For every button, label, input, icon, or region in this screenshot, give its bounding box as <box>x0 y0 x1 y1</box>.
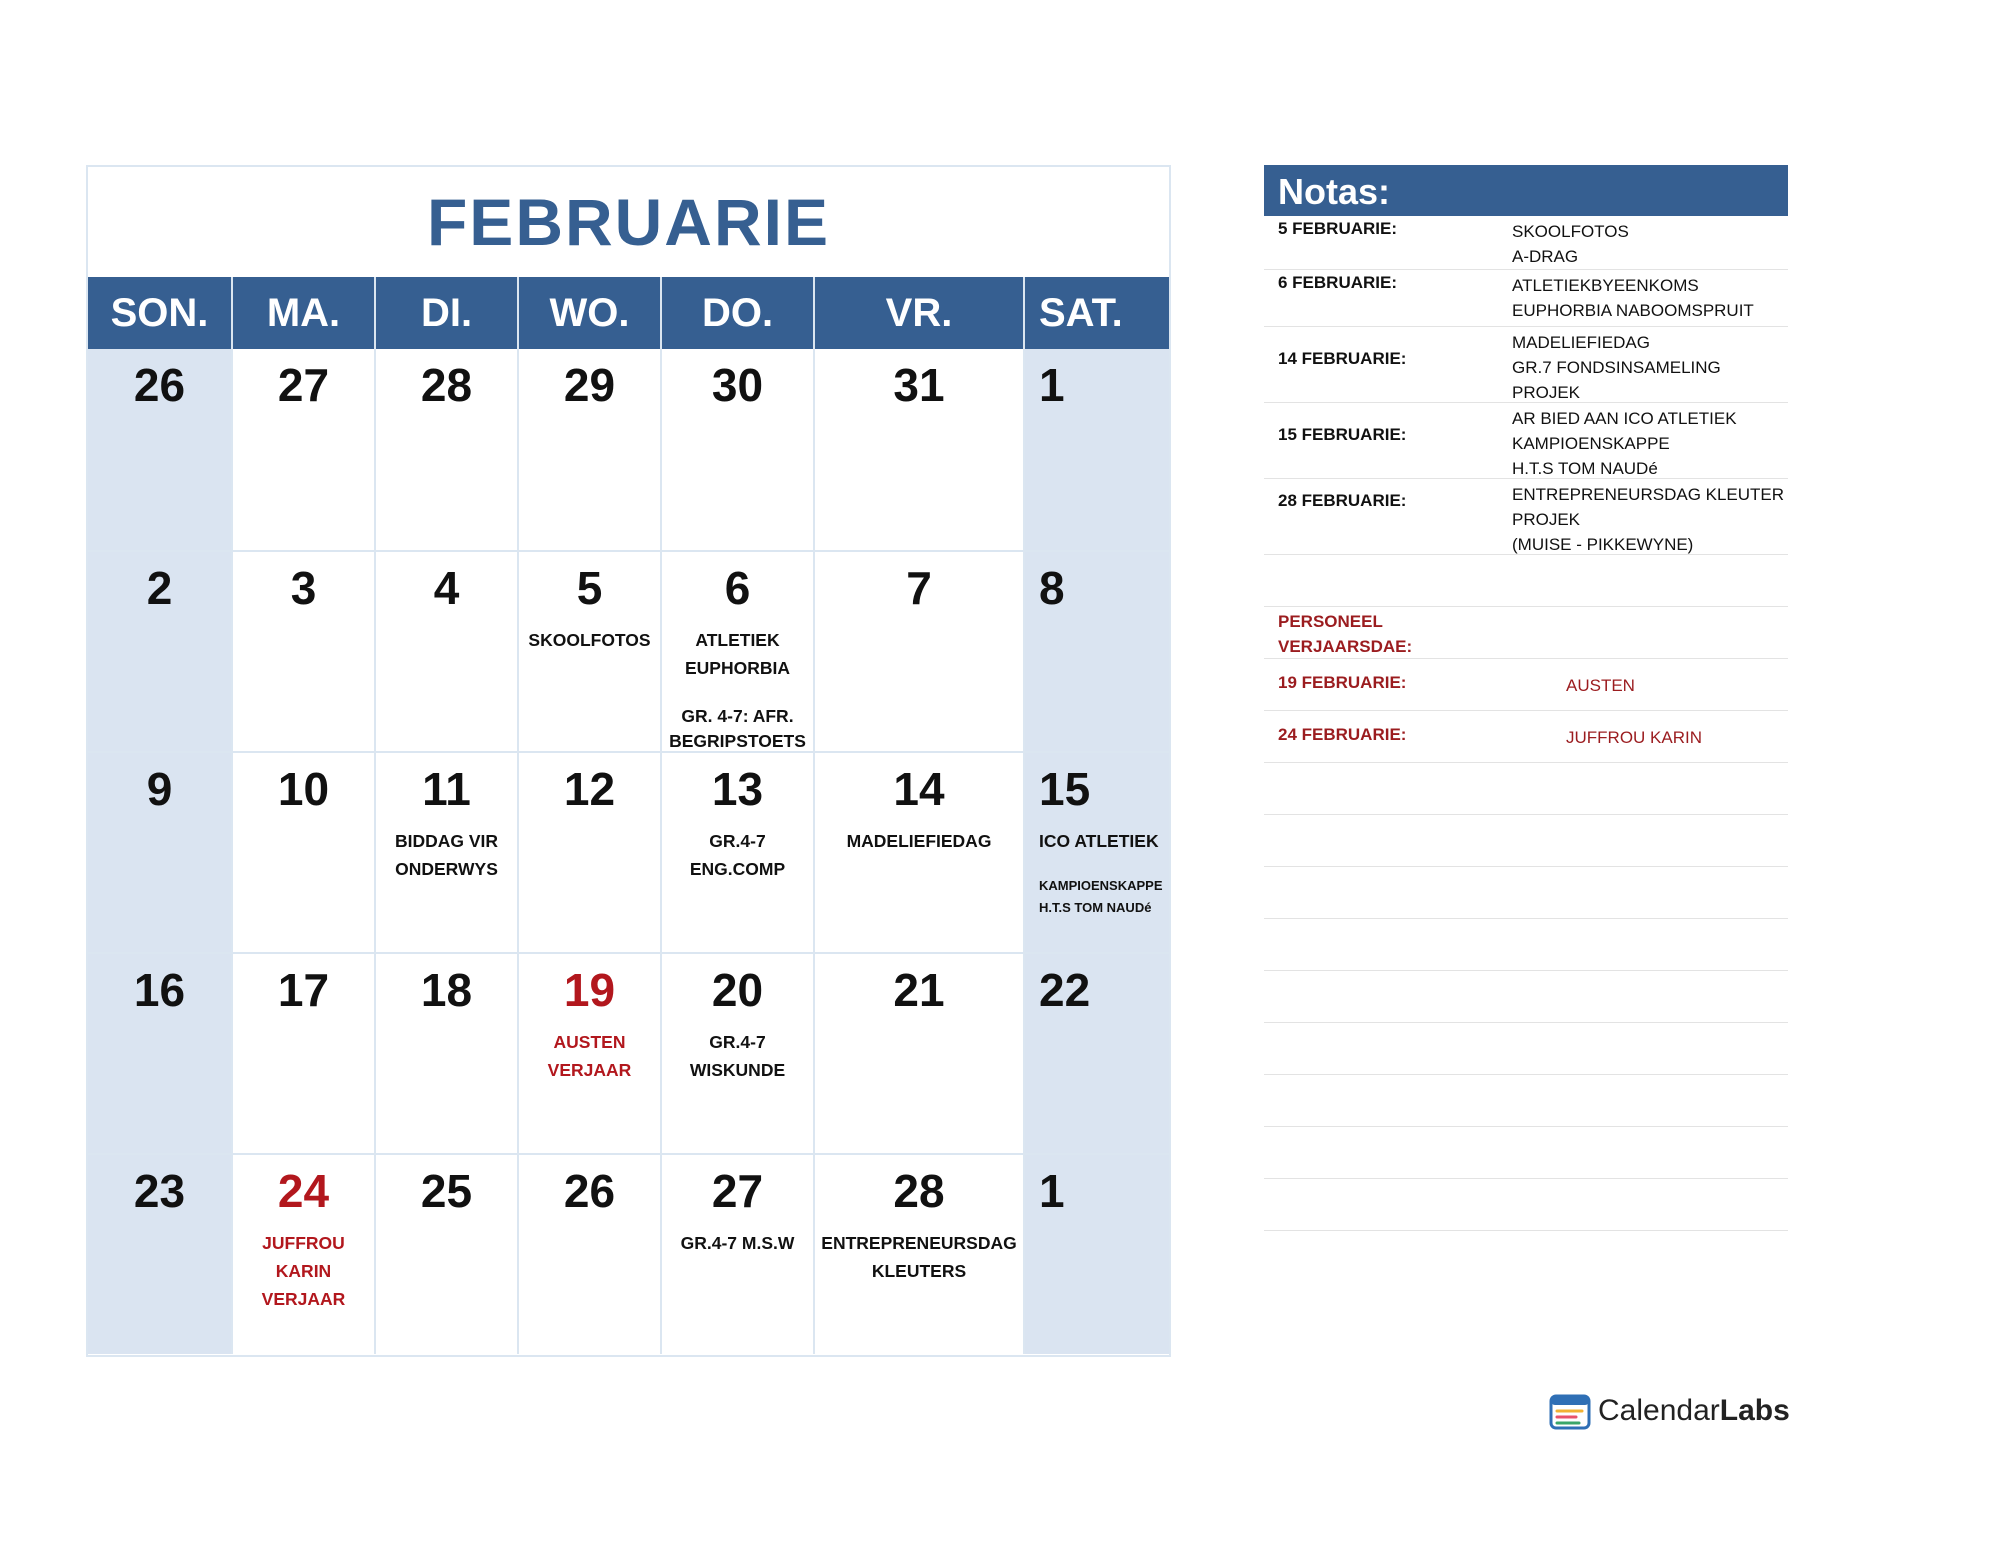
note-date: 19 FEBRUARIE: <box>1278 673 1407 692</box>
month-title: FEBRUARIE <box>426 185 830 259</box>
blank-line <box>1264 1127 1788 1179</box>
day-cell[interactable] <box>233 349 376 550</box>
day-number: 9 <box>146 763 173 815</box>
day-cell[interactable] <box>662 349 815 550</box>
day-event: JUFFROU KARIN VERJAAR <box>261 1233 346 1309</box>
day-number: 28 <box>893 1165 945 1217</box>
blank-line <box>1264 555 1788 607</box>
note-text: SKOOLFOTOS A-DRAG <box>1512 222 1629 266</box>
day-cell[interactable] <box>519 954 662 1153</box>
day-cell[interactable] <box>815 954 1025 1153</box>
note-row <box>1264 403 1788 479</box>
day-number: 29 <box>563 359 616 411</box>
note-text: ATLETIEKBYEENKOMS EUPHORBIA NABOOMSPRUIT <box>1512 276 1754 320</box>
week-row <box>88 349 1169 550</box>
day-event: AUSTEN VERJAAR <box>547 1032 632 1080</box>
day-number: 6 <box>724 562 751 614</box>
blank-line <box>1264 1023 1788 1075</box>
day-cell[interactable] <box>1025 552 1169 751</box>
note-row <box>1264 216 1788 270</box>
day-event: BIDDAG VIR ONDERWYS <box>394 831 499 879</box>
note-text: AUSTEN <box>1566 676 1635 695</box>
day-cell[interactable] <box>88 552 233 751</box>
day-number: 18 <box>420 964 473 1016</box>
day-event: SKOOLFOTOS <box>528 630 651 650</box>
day-cell[interactable] <box>815 552 1025 751</box>
day-cell[interactable] <box>519 753 662 952</box>
day-cell[interactable] <box>233 552 376 751</box>
week-row <box>88 952 1169 1153</box>
day-number: 25 <box>420 1165 473 1217</box>
blank-line <box>1264 867 1788 919</box>
day-cell[interactable] <box>88 954 233 1153</box>
day-cell[interactable] <box>376 753 519 952</box>
notes-title: Notas: <box>1264 165 1788 216</box>
day-cell[interactable] <box>662 1155 815 1354</box>
day-cell[interactable] <box>815 1155 1025 1354</box>
day-number: 24 <box>277 1165 330 1217</box>
notes-list <box>1264 216 1788 1231</box>
note-text: JUFFROU KARIN <box>1566 728 1702 747</box>
day-number: 30 <box>711 359 764 411</box>
day-number: 26 <box>133 359 186 411</box>
day-cell[interactable] <box>815 349 1025 550</box>
day-cell[interactable] <box>88 349 233 550</box>
blank-line <box>1264 763 1788 815</box>
day-number: 10 <box>277 763 330 815</box>
note-date: 24 FEBRUARIE: <box>1278 725 1407 744</box>
weekday-label: DI. <box>376 277 519 349</box>
day-cell[interactable] <box>815 753 1025 952</box>
day-number: 12 <box>563 763 616 815</box>
day-number: 31 <box>893 359 945 411</box>
day-cell[interactable] <box>376 1155 519 1354</box>
day-cell[interactable] <box>233 1155 376 1354</box>
day-number: 13 <box>711 763 764 815</box>
calendar-grid <box>88 349 1169 1354</box>
day-event: GR.4-7 WISKUNDE <box>689 1032 786 1080</box>
day-number: 16 <box>133 964 186 1016</box>
day-cell[interactable] <box>1025 1155 1169 1354</box>
note-row <box>1264 711 1788 763</box>
day-number: 7 <box>906 562 932 614</box>
logo-text-bold: Labs <box>1719 1394 1790 1427</box>
day-cell[interactable] <box>519 349 662 550</box>
day-number: 4 <box>433 562 460 614</box>
weekday-label: WO. <box>519 277 662 349</box>
day-number: 27 <box>711 1165 764 1217</box>
day-number: 28 <box>420 359 473 411</box>
note-text: ENTREPRENEURSDAG KLEUTER PROJEK (MUISE - PIKKEWYNE) <box>1512 485 1785 554</box>
logo-text <box>1598 1394 1790 1428</box>
day-cell[interactable] <box>233 753 376 952</box>
day-number: 15 <box>1039 763 1091 815</box>
blank-line <box>1264 815 1788 867</box>
day-cell[interactable] <box>88 753 233 952</box>
note-text: AR BIED AAN ICO ATLETIEK KAMPIOENSKAPPE H.T.S TOM NAUDé <box>1512 409 1737 478</box>
note-row <box>1264 327 1788 403</box>
weekday-label: MA. <box>233 277 376 349</box>
day-event: ICO ATLETIEK <box>1039 831 1159 851</box>
weekday-label: VR. <box>815 277 1025 349</box>
day-cell[interactable] <box>376 349 519 550</box>
note-date: 28 FEBRUARIE: <box>1278 491 1407 510</box>
day-cell[interactable] <box>233 954 376 1153</box>
day-number: 5 <box>576 562 603 614</box>
weekday-header <box>88 277 1169 349</box>
note-date: 5 FEBRUARIE: <box>1278 219 1398 238</box>
day-number: 1 <box>1039 359 1065 411</box>
notes-panel <box>1264 165 1788 1231</box>
day-cell[interactable] <box>662 552 815 751</box>
calendar-icon <box>1548 1392 1592 1430</box>
day-number: 27 <box>277 359 330 411</box>
weekday-label: DO. <box>662 277 815 349</box>
day-event-detail: KAMPIOENSKAPPE H.T.S TOM NAUDé <box>1039 878 1163 915</box>
blank-line <box>1264 971 1788 1023</box>
weekday-label: SAT. <box>1039 290 1123 335</box>
day-number: 14 <box>893 763 945 815</box>
day-cell[interactable] <box>662 753 815 952</box>
day-number: 26 <box>563 1165 616 1217</box>
day-number: 19 <box>563 964 616 1016</box>
day-number: 2 <box>146 562 173 614</box>
blank-line <box>1264 1179 1788 1231</box>
note-date: 14 FEBRUARIE: <box>1278 349 1407 368</box>
week-row <box>88 751 1169 952</box>
day-number: 23 <box>133 1165 186 1217</box>
weekday-label: SON. <box>88 277 233 349</box>
day-event-secondary: GR. 4-7: AFR. BEGRIPSTOETS <box>669 706 806 751</box>
logo-text-light: Calendar <box>1598 1394 1720 1427</box>
day-cell[interactable] <box>1025 954 1169 1153</box>
day-number: 8 <box>1039 562 1065 614</box>
day-number: 20 <box>711 964 764 1016</box>
day-cell[interactable] <box>376 552 519 751</box>
calendar <box>86 165 1171 1357</box>
day-cell[interactable] <box>519 1155 662 1354</box>
day-cell[interactable] <box>1025 349 1169 550</box>
calendarlabs-logo <box>1548 1392 1790 1430</box>
note-date: 6 FEBRUARIE: <box>1278 273 1398 292</box>
blank-line <box>1264 1075 1788 1127</box>
note-row <box>1264 659 1788 711</box>
day-number: 3 <box>290 562 317 614</box>
day-event: GR.4-7 ENG.COMP <box>689 831 786 879</box>
day-cell[interactable] <box>88 1155 233 1354</box>
note-row <box>1264 479 1788 555</box>
day-number: 21 <box>893 964 945 1016</box>
note-text: MADELIEFIEDAG GR.7 FONDSINSAMELING PROJEK <box>1512 333 1721 402</box>
day-cell[interactable] <box>519 552 662 751</box>
day-event: ENTREPRENEURSDAG KLEUTERS <box>821 1233 1017 1281</box>
day-cell[interactable] <box>1025 753 1169 952</box>
staff-birthdays-heading: PERSONEEL VERJAARSDAE: <box>1264 607 1788 659</box>
note-row <box>1264 270 1788 327</box>
day-number: 17 <box>277 964 330 1016</box>
week-row <box>88 1153 1169 1354</box>
day-number: 22 <box>1039 964 1091 1016</box>
day-number: 1 <box>1039 1165 1065 1217</box>
day-cell[interactable] <box>662 954 815 1153</box>
day-event: ATLETIEK EUPHORBIA <box>684 630 790 678</box>
note-date: 15 FEBRUARIE: <box>1278 425 1407 444</box>
week-row <box>88 550 1169 751</box>
day-cell[interactable] <box>376 954 519 1153</box>
day-number: 11 <box>422 763 471 815</box>
blank-line <box>1264 919 1788 971</box>
day-event: MADELIEFIEDAG <box>846 831 992 851</box>
day-event: GR.4-7 M.S.W <box>680 1233 795 1253</box>
